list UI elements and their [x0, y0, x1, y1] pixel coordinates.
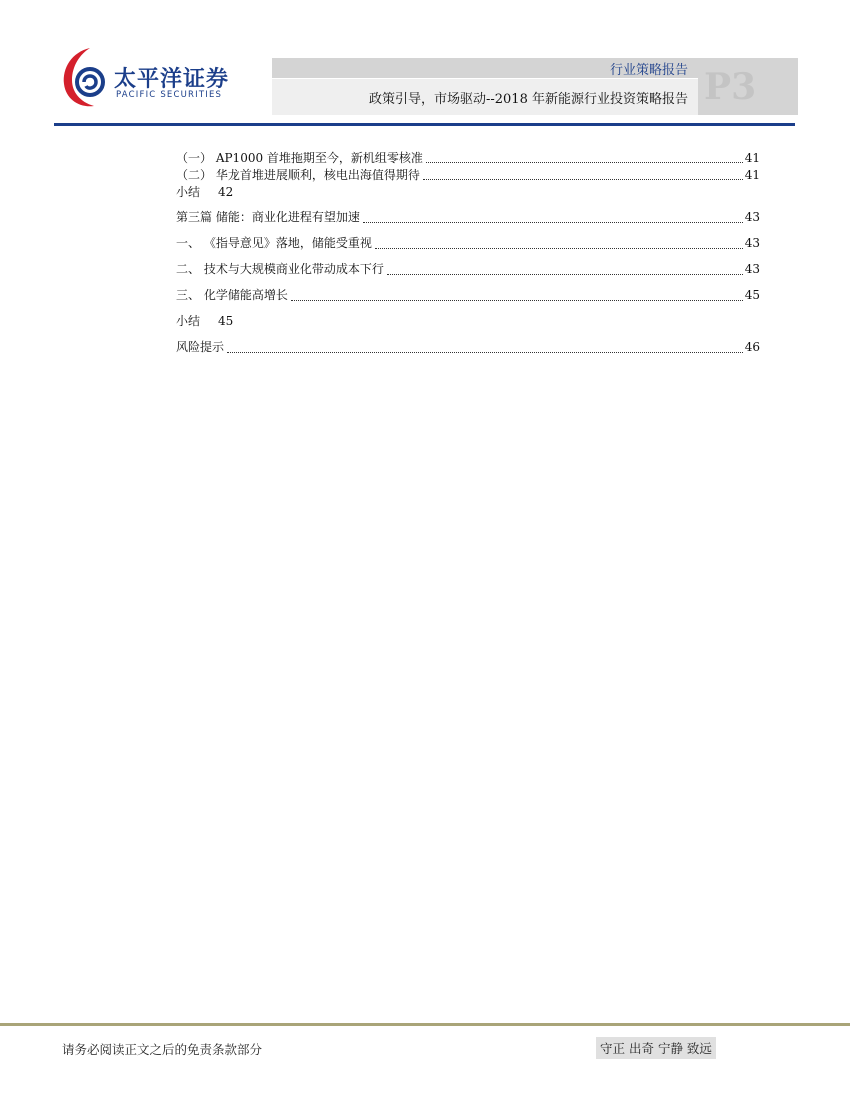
toc-entry[interactable] [176, 207, 760, 227]
toc-entry-page: 42 [218, 185, 234, 199]
company-logo [60, 44, 228, 110]
report-title: 政策引导，市场驱动--2018 年新能源行业投资策略报告 [368, 92, 688, 107]
page-number: P3 [704, 66, 757, 108]
toc-entry[interactable] [176, 259, 760, 279]
toc-entry-label: 一、 《指导意见》落地，储能受重视 [176, 236, 372, 250]
toc-entry[interactable] [176, 150, 760, 167]
table-of-contents [176, 150, 760, 357]
toc-entry-label: （二） 华龙首堆进展顺利，核电出海值得期待 [176, 168, 420, 182]
toc-entry-label: 风险提示 [176, 340, 225, 354]
toc-entry-page: 43 [744, 236, 760, 250]
report-type: 行业策略报告 [609, 63, 688, 78]
toc-entry[interactable] [176, 167, 760, 184]
toc-leader-dots [227, 351, 743, 353]
toc-entry-label: 小结 [176, 314, 201, 328]
toc-entry-page: 45 [744, 288, 760, 302]
logo-name-cn: 太平洋证券 [114, 67, 230, 92]
toc-entry-page: 41 [744, 168, 760, 182]
toc-leader-dots [387, 273, 743, 275]
toc-entry-label: 第三篇 储能：商业化进程有望加速 [176, 210, 360, 224]
pacific-securities-logo-icon [60, 44, 114, 110]
toc-leader-dots [375, 247, 743, 249]
header-divider [54, 123, 795, 126]
footer-divider [0, 1023, 850, 1026]
toc-leader-dots [423, 178, 743, 180]
toc-entry-label: 二、 技术与大规模商业化带动成本下行 [176, 262, 384, 276]
toc-leader-dots [363, 221, 743, 223]
toc-entry-label: 小结 [176, 185, 201, 199]
toc-leader-dots [426, 161, 743, 163]
logo-name-en: PACIFIC SECURITIES [116, 90, 223, 100]
footer-disclaimer: 请务必阅读正文之后的免责条款部分 [62, 1042, 263, 1057]
toc-entry[interactable] [176, 233, 760, 253]
toc-entry-page: 41 [744, 151, 760, 165]
toc-leader-dots [291, 299, 743, 301]
toc-entry-page: 43 [744, 210, 760, 224]
toc-entry-page: 45 [218, 314, 234, 328]
toc-entry-label: （一） AP1000 首堆拖期至今，新机组零核准 [176, 151, 423, 165]
toc-entry-label: 三、 化学储能高增长 [176, 288, 288, 302]
toc-entry[interactable] [176, 184, 760, 201]
toc-entry-page: 46 [744, 340, 760, 354]
toc-entry[interactable] [176, 337, 760, 357]
toc-entry-page: 43 [744, 262, 760, 276]
footer-motto: 守正 出奇 宁静 致远 [596, 1037, 716, 1059]
toc-entry[interactable] [176, 285, 760, 305]
toc-entry[interactable] [176, 311, 760, 331]
